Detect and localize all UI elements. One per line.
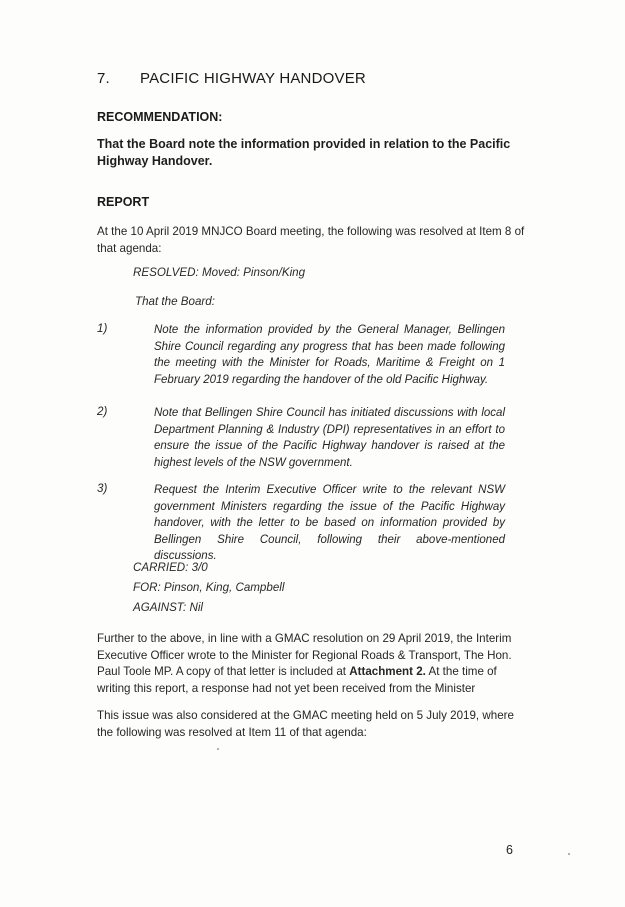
further-text-after: At the time of writing this report, a response had not yet been received from the Minister <box>97 665 497 695</box>
for-line: FOR: Pinson, King, Campbell <box>133 581 285 594</box>
scan-speck <box>568 853 570 855</box>
resolution-item: Request the Interim Executive Officer write to the relevant NSW government Ministers regarding the issue of the Pacific Highway handover, with the letter to be based on information provided by Bellingen Shire Council, following their above-mentioned discussions. <box>154 484 505 562</box>
that-the-board: That the Board: <box>135 295 215 308</box>
item-number: 3) <box>97 482 108 495</box>
recommendation-heading: RECOMMENDATION: <box>97 110 223 124</box>
report-intro: At the 10 April 2019 MNJCO Board meeting, the following was resolved at Item 8 of that agenda: <box>97 225 525 255</box>
scan-speck <box>217 748 219 750</box>
page-number: 6 <box>506 843 513 857</box>
further-text-before: Further to the above, in line with a GMAC resolution on 29 April 2019, the Interim Executive Officer wrote to the Minister for Regional Roads & Transport, The Hon. Paul Toole MP. A copy of that letter is included at <box>97 632 512 678</box>
resolution-item: Note the information provided by the General Manager, Bellingen Shire Council regarding any progress that has been made following the meeting with the Minister for Roads, Maritime & Freight on 1 February 2019 regarding the handover of the old Pacific Highway. <box>154 324 505 386</box>
section-heading <box>97 70 366 87</box>
attachment-reference: Attachment 2. <box>349 665 426 678</box>
section-title: PACIFIC HIGHWAY HANDOVER <box>140 70 366 87</box>
resolution-item: Note that Bellingen Shire Council has initiated discussions with local Department Planning & Industry (DPI) representatives in an effort to ensure the issue of the Pacific Highway handover is raised at the highest levels of the NSW government. <box>154 407 505 469</box>
item-number: 2) <box>97 405 108 418</box>
further-paragraph <box>97 631 527 697</box>
section-number: 7. <box>97 70 110 87</box>
resolved-line: RESOLVED: Moved: Pinson/King <box>133 266 306 279</box>
against-line: AGAINST: Nil <box>133 601 203 614</box>
item-number: 1) <box>97 322 108 335</box>
also-considered-paragraph: This issue was also considered at the GMAC meeting held on 5 July 2019, where the following was resolved at Item 11 of that agenda: <box>97 709 514 739</box>
carried-line: CARRIED: 3/0 <box>133 561 208 574</box>
report-heading: REPORT <box>97 195 150 209</box>
recommendation-text: That the Board note the information provided in relation to the Pacific Highway Handover. <box>97 137 511 168</box>
